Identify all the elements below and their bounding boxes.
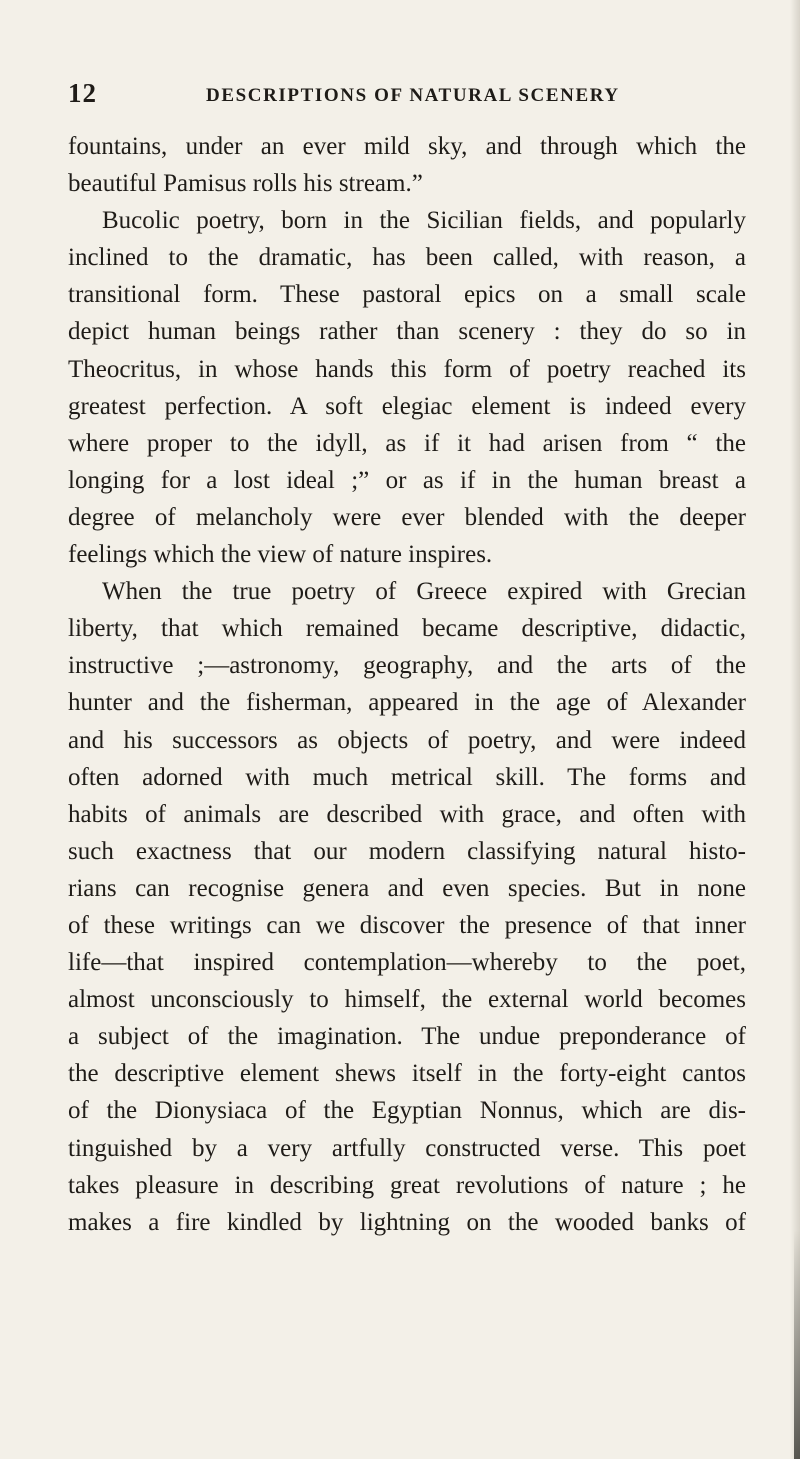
text-line: beautiful Pamisus rolls his stream.” <box>68 170 423 198</box>
text-line: transitional form. These pastoral epics on a small scale <box>68 281 746 309</box>
text-line: and his successors as objects of poetry, and were indeed <box>68 726 746 754</box>
text-line: life—that inspired contemplation—whereby to the poet, <box>68 949 746 977</box>
text-line: where proper to the idyll, as if it had arisen from “ the <box>68 429 746 457</box>
text-line: habits of animals are described with grace, and often with <box>68 800 746 828</box>
text-line: longing for a lost ideal ;” or as if in the human breast a <box>68 466 746 494</box>
body-text <box>68 128 746 1241</box>
text-line: feelings which the view of nature inspires. <box>68 541 493 569</box>
text-line: fountains, under an ever mild sky, and through which the <box>68 133 746 160</box>
text-line: almost unconsciously to himself, the external world becomes <box>68 986 746 1014</box>
text-line: makes a fire kindled by lightning on the wooded banks of <box>68 1208 746 1236</box>
running-head: DESCRIPTIONS OF NATURAL SCENERY <box>206 85 620 106</box>
text-line: of the Dionysiaca of the Egyptian Nonnus, which are dis- <box>68 1097 746 1125</box>
text-line: inclined to the dramatic, has been called, with reason, a <box>68 244 746 272</box>
text-line: tinguished by a very artfully constructed verse. This poet <box>68 1134 746 1162</box>
text-line: the descriptive element shews itself in the forty-eight cantos <box>68 1060 746 1088</box>
text-line: greatest perfection. A soft elegiac element is indeed every <box>68 392 746 420</box>
text-line: hunter and the fisherman, appeared in the age of Alexander <box>68 689 746 717</box>
page-number: 12 <box>68 78 97 108</box>
text-line: rians can recognise genera and even species. But in none <box>68 874 746 902</box>
text-line: such exactness that our modern classifying natural histo- <box>68 837 746 865</box>
text-line: depict human beings rather than scenery : they do so in <box>68 318 746 346</box>
text-line: Theocritus, in whose hands this form of poetry reached its <box>68 355 746 383</box>
text-line: instructive ;—astronomy, geography, and the arts of the <box>68 652 746 680</box>
text-line: liberty, that which remained became descriptive, didactic, <box>68 615 746 643</box>
text-line: takes pleasure in describing great revolutions of nature ; he <box>68 1171 746 1199</box>
text-line: When the true poetry of Greece expired with Grecian <box>102 578 746 606</box>
text-line: a subject of the imagination. The undue preponderance of <box>68 1023 746 1051</box>
text-line: often adorned with much metrical skill. The forms and <box>68 763 746 791</box>
page-header <box>68 78 748 112</box>
text-line: degree of melancholy were ever blended with the deeper <box>68 503 746 531</box>
page-edge-binding <box>794 1230 800 1459</box>
text-line: Bucolic poetry, born in the Sicilian fields, and popularly <box>102 207 746 235</box>
text-line: of these writings can we discover the presence of that inner <box>68 911 746 939</box>
